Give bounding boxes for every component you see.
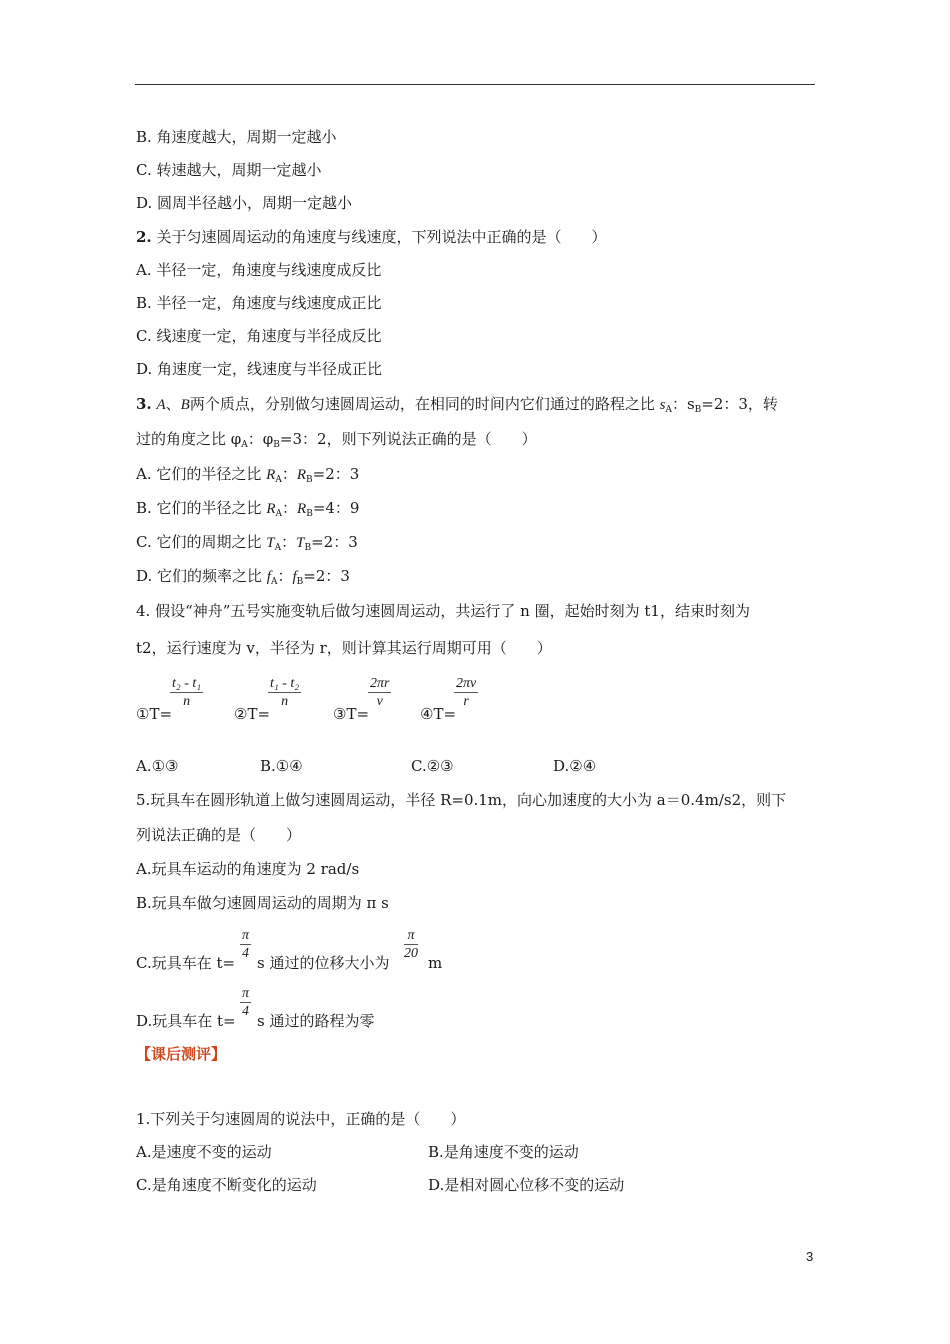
q3-a-r1: R <box>266 467 276 483</box>
section-title: 【课后测评】 <box>136 1045 227 1063</box>
q4-formula4-numerator: 2πv <box>456 676 477 691</box>
q5-option-c-mid: s 通过的位移大小为 <box>257 954 390 972</box>
q5-option-b: B.玩具车做匀速圆周运动的周期为 π s <box>136 894 389 912</box>
q4-formula4-denominator: r <box>463 694 469 709</box>
q3-ratio-s: s <box>659 397 666 413</box>
q3-ratio-mid: ：s <box>671 395 695 413</box>
q3-c-mid: ： <box>281 533 297 551</box>
q5-option-d-pre: D.玩具车在 t= <box>136 1012 236 1030</box>
q5-option-d-post: s 通过的路程为零 <box>257 1012 375 1030</box>
q5-stem-line1: 5.玩具车在圆形轨道上做匀速圆周运动，半径 R=0.1m，向心加速度的大小为 a＝0.4m/s2，则下 <box>136 791 787 809</box>
q3-ratio-sub-a: A <box>665 405 672 415</box>
q3-a-mid: ： <box>281 465 297 483</box>
q4-formula4-label: ④T= <box>420 705 457 723</box>
q3-c-post: =2：3 <box>311 533 358 551</box>
q4-option-c: C.②③ <box>411 757 454 775</box>
q3-b-r1: R <box>266 501 276 517</box>
q3-c-sub2: B <box>304 543 312 553</box>
q1-option-d: D. 圆周半径越小，周期一定越小 <box>136 194 353 212</box>
q4-formula3-fraction <box>368 676 391 711</box>
q3-c-sub1: A <box>274 543 282 553</box>
q2-option-d: D. 角速度一定，线速度与半径成正比 <box>136 360 383 378</box>
q5-c-f2-numerator: π <box>407 928 415 943</box>
q3-a-r2: R <box>296 467 306 483</box>
q3-b-pre: B. 它们的半径之比 <box>136 499 267 517</box>
q3-point-a: A <box>156 397 166 413</box>
q5-option-c-fraction2 <box>404 928 418 963</box>
q3-angle-sub-b: B <box>273 440 280 450</box>
header-rule <box>135 84 815 85</box>
q4-formula2-label: ②T= <box>234 705 271 723</box>
q3-d-sub2: B <box>296 577 304 587</box>
q3-option-c <box>136 532 358 558</box>
q4-formula3-label: ③T= <box>333 705 370 723</box>
q3-d-f1: f <box>266 569 271 585</box>
q3-angle-mid: ：φ <box>247 430 274 448</box>
q3-d-sub1: A <box>270 577 278 587</box>
q5-stem-line2: 列说法正确的是（ ） <box>136 826 302 844</box>
q3-stem-text: 两个质点，分别做匀速圆周运动，在相同的时间内它们通过的路程之比 <box>189 395 660 413</box>
post1-option-a: A.是速度不变的运动 <box>136 1143 272 1161</box>
q3-sep: 、 <box>165 395 181 413</box>
post1-stem: 1.下列关于匀速圆周的说法中，正确的是（ ） <box>136 1110 466 1128</box>
q2-stem-text: 关于匀速圆周运动的角速度与线速度，下列说法中正确的是（ ） <box>156 228 607 246</box>
q3-point-b: B <box>180 397 190 413</box>
q3-a-sub1: A <box>275 475 282 485</box>
q3-b-sub2: B <box>306 509 313 519</box>
q3-d-mid: ： <box>277 567 293 585</box>
q2-stem <box>136 227 606 247</box>
q4-stem-line1: 4. 假设“神舟”五号实施变轨后做匀速圆周运动，共运行了 n 圈，起始时刻为 t1，结束时刻为 <box>136 602 750 620</box>
q3-angle-pre: 过的角度之比 φ <box>136 430 242 448</box>
q5-option-d-fraction <box>240 986 251 1021</box>
q3-d-pre: D. 它们的频率之比 <box>136 567 267 585</box>
q4-option-a: A.①③ <box>136 757 179 775</box>
q4-formula2-fraction <box>268 676 301 711</box>
q2-option-c: C. 线速度一定，角速度与半径成反比 <box>136 327 382 345</box>
q5-c-f1-numerator: π <box>242 928 250 943</box>
q4-formula1-label: ①T= <box>136 705 173 723</box>
q3-a-pre: A. 它们的半径之比 <box>136 465 267 483</box>
q4-option-d: D.②④ <box>553 757 597 775</box>
q3-ratio-sub-b: B <box>694 405 702 415</box>
q4-formula2-denominator: n <box>281 694 289 709</box>
q3-option-b <box>136 498 359 524</box>
q2-option-b: B. 半径一定，角速度与线速度成正比 <box>136 294 382 312</box>
q4-stem-line2: t2，运行速度为 v，半径为 r，则计算其运行周期可用（ ） <box>136 639 552 657</box>
q3-ratio-val: =2：3，转 <box>701 395 778 413</box>
q4-formula1-denominator: n <box>183 694 191 709</box>
q5-option-c-post: m <box>428 954 443 972</box>
q4-formula4-fraction <box>454 676 478 711</box>
q1-option-c: C. 转速越大，周期一定越小 <box>136 161 322 179</box>
q3-a-post: =2：3 <box>312 465 360 483</box>
q3-d-post: =2：3 <box>303 567 350 585</box>
q3-c-t1: T <box>266 535 275 551</box>
q3-b-post: =4：9 <box>312 499 360 517</box>
q5-option-c-fraction1 <box>240 928 251 963</box>
q3-b-sub1: A <box>275 509 282 519</box>
post1-option-b: B.是角速度不变的运动 <box>428 1143 579 1161</box>
page-number: 3 <box>806 1249 814 1264</box>
q3-b-r2: R <box>297 501 307 517</box>
q3-angle-sub-a: A <box>241 440 248 450</box>
q3-b-mid: ： <box>282 499 298 517</box>
q3-angle-post: =3：2，则下列说法正确的是（ ） <box>279 430 537 448</box>
q3-d-f2: f <box>292 569 297 585</box>
q4-option-b: B.①④ <box>260 757 303 775</box>
q5-d-f-numerator: π <box>242 986 250 1001</box>
q5-d-f-denominator: 4 <box>242 1004 249 1019</box>
post1-option-c: C.是角速度不断变化的运动 <box>136 1176 317 1194</box>
q1-option-b: B. 角速度越大，周期一定越小 <box>136 128 337 146</box>
post1-option-d: D.是相对圆心位移不变的运动 <box>428 1176 625 1194</box>
q3-stem-line1 <box>136 394 778 420</box>
q5-option-c-pre: C.玩具车在 t= <box>136 954 236 972</box>
q3-c-t2: T <box>296 535 305 551</box>
q3-number: 3. <box>136 395 152 413</box>
q4-formula3-denominator: v <box>376 694 383 709</box>
q5-c-f2-denominator: 20 <box>404 946 418 961</box>
q3-c-pre: C. 它们的周期之比 <box>136 533 267 551</box>
q4-formula2-numerator: t₁ - t₂ <box>270 676 300 691</box>
q4-formula1-fraction <box>170 676 203 711</box>
q3-option-a <box>136 464 359 490</box>
q5-c-f1-denominator: 4 <box>242 946 249 961</box>
q2-number: 2. <box>136 228 152 246</box>
q4-formula1-numerator: t₂ - t₁ <box>172 676 202 691</box>
q3-stem-line2 <box>136 429 537 455</box>
q3-option-d <box>136 566 350 592</box>
q5-option-a: A.玩具车运动的角速度为 2 rad/s <box>136 860 360 878</box>
q4-formula3-numerator: 2πr <box>370 676 390 691</box>
q2-option-a: A. 半径一定，角速度与线速度成反比 <box>136 261 382 279</box>
q3-a-sub2: B <box>306 475 313 485</box>
